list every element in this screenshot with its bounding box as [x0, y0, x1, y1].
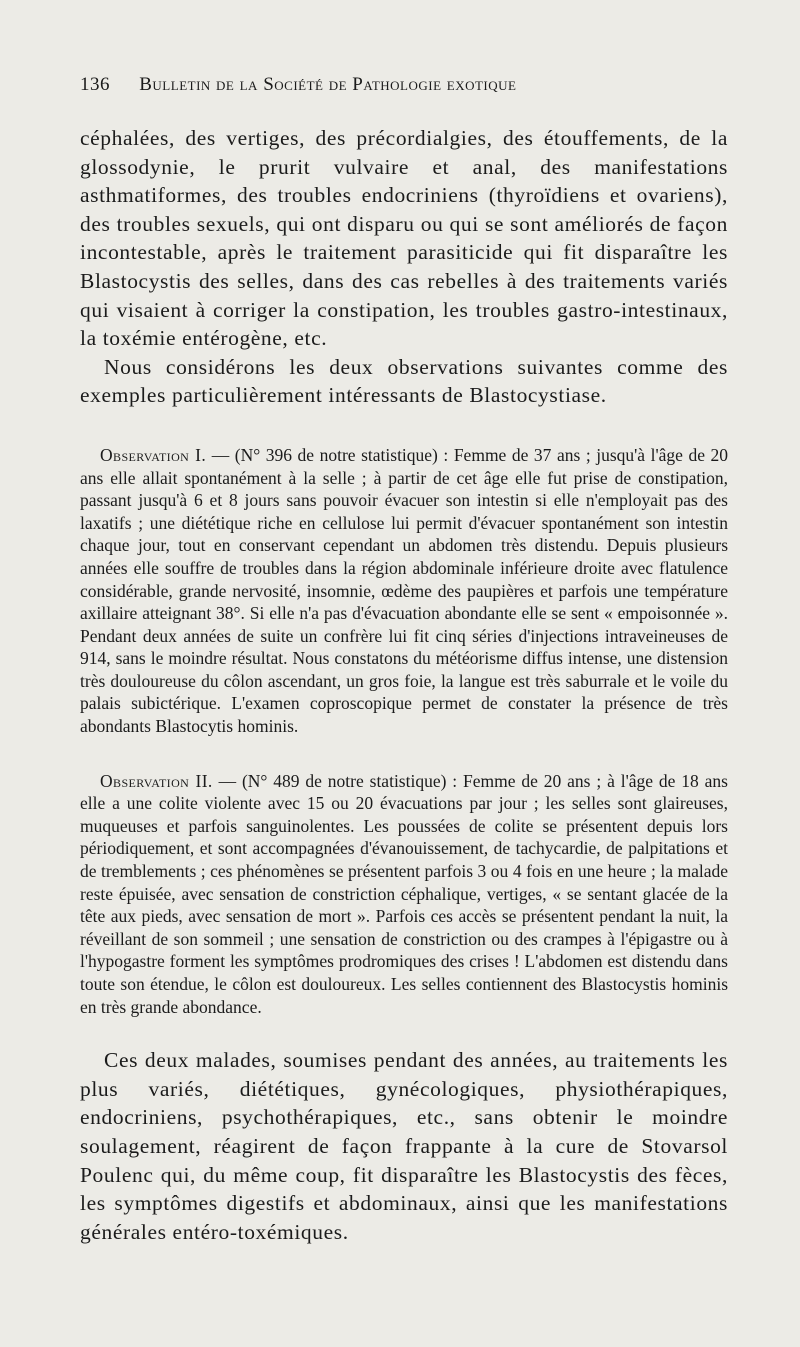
- journal-title: Bulletin de la Société de Pathologie exotique: [139, 74, 517, 95]
- observation-2: [80, 770, 728, 1019]
- observation-1-text: — (N° 396 de notre statistique) : Femme de 37 ans ; jusqu'à l'âge de 20 ans elle allait spontanément à la selle ; à partir de cet âge elle fut prise de constipation, passant jusqu'à 6 et 8 jours sans pouvoir évacuer son intestin si elle n'employait pas des laxatifs ; une diététique riche en cellulose lui permit d'évacuer spontanément son intestin chaque jour, tout en conservant cependant un abdomen très distendu. Depuis plusieurs années elle souffre de troubles dans la région abdominale inférieure droite avec flatulence considérable, grande nervosité, insomnie, œdème des paupières et parfois une température axillaire atteignant 38°. Si elle n'a pas d'évacuation abondante elle se sent « empoisonnée ». Pendant deux années de suite un confrère lui fit cinq séries d'injections intraveineuses de 914, sans le moindre résultat. Nous constatons du météorisme diffus intense, une distension très douloureuse du côlon ascendant, un gros foie, la langue est très saburrale et le voile du palais subictérique. L'examen coproscopique permet de constater la présence de très abondants Blastocytis hominis.: [80, 444, 729, 737]
- page-number: 136: [80, 74, 110, 95]
- observation-1-label: Observation I.: [100, 444, 207, 465]
- paragraph-continuation: céphalées, des vertiges, des précordialgies, des étouffements, de la glossodynie, le prurit vulvaire et anal, des manifestations asthmatiformes, des troubles endocriniens (thyroïdiens et ovariens), des troubles sexuels, qui ont disparu ou qui se sont améliorés de façon incontestable, après le traitement parasiticide qui fit disparaître les Blastocystis des selles, dans des cas rebelles à des traitements variés qui visaient à corriger la constipation, les troubles gastro-intestinaux, la toxémie entérogène, etc.: [80, 126, 728, 351]
- paragraph-conclusion: Ces deux malades, soumises pendant des années, au traitements les plus variés, diététiques, gynécologiques, physiothérapiques, endocriniens, psychothérapiques, etc., sans obtenir le moindre soulagement, réagirent de façon frappante à la cure de Stovarsol Poulenc qui, du même coup, fit disparaître les Blastocystis des fèces, les symptômes digestifs et abdominaux, ainsi que les manifestations générales entéro-toxémiques.: [80, 1048, 728, 1244]
- page-body: [80, 124, 728, 1246]
- observation-1: [80, 444, 728, 738]
- running-header: [80, 74, 720, 96]
- observation-2-label: Observation II.: [100, 770, 213, 791]
- observation-2-text: — (N° 489 de notre statistique) : Femme de 20 ans ; à l'âge de 18 ans elle a une colite violente avec 15 ou 20 évacuations par jour ; les selles sont glaireuses, muqueuses et parfois sanguinolentes. Les poussées de colite se présentent depuis lors périodiquement, et sont accompagnées d'évanouissement, de tachycardie, de palpitations et de tremblements ; ces phénomènes se présentent parfois 3 ou 4 fois en une heure ; la malade reste épuisée, avec sensation de constriction céphalique, vertiges, « se sentant glacée de la tête aux pieds, avec sensation de mort ». Parfois ces accès se présentent pendant la nuit, la réveillant de son sommeil ; une sensation de constriction ou des crampes à l'épigastre ou à l'hypogastre forment les symptômes prodromiques des crises ! L'abdomen est distendu dans toute son étendue, le côlon est douloureux. Les selles contiennent des Blastocystis hominis en très grande abondance.: [80, 770, 728, 1017]
- paragraph-intro: Nous considérons les deux observations suivantes comme des exemples particulièrement intéressants de Blastocystiase.: [80, 354, 728, 408]
